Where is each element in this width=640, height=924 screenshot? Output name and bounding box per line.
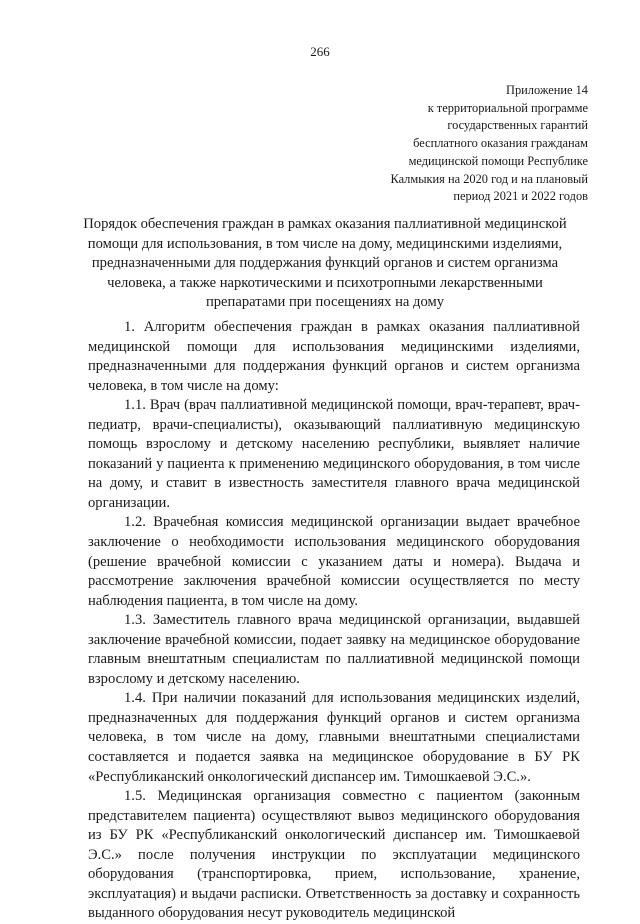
- appendix-line: к территориальной программе: [427, 100, 588, 115]
- appendix-line: государственных гарантий: [447, 118, 588, 133]
- appendix-line: медицинской помощи Республике: [408, 153, 588, 168]
- page-number: 266: [310, 44, 330, 59]
- paragraph-1: 1. Алгоритм обеспечения граждан в рамках оказания паллиативной медицинской помощи для использования медицинскими изделиями, предназначенными для поддержания функций органов и систем организма человека, в том числе на дому:: [88, 319, 580, 394]
- paragraph-1-5: 1.5. Медицинская организация совместно с пациентом (законным представителем пациента) осуществляют вывоз медицинского оборудования из БУ РК «Республиканский онкологический диспансер им. Тимошкаевой Э.С.» после получения инструкции по эксплуатации медицинского оборудования (транспортировка, прием, использование, хранение, эксплуатация) и выдачи расписки. Ответственность за доставку и сохранность выданного оборудования несут руководитель медицинской: [88, 788, 580, 922]
- appendix-line: период 2021 и 2022 годов: [453, 189, 588, 204]
- title-line: предназначенными для поддержания функций органов и систем организма: [91, 255, 559, 272]
- title-line: Порядок обеспечения граждан в рамках оказания паллиативной медицинской: [83, 216, 567, 232]
- appendix-line: Калмыкия на 2020 год и на плановый: [390, 171, 588, 186]
- title-line: помощи для использования, в том числе на дому, медицинскими изделиями,: [87, 235, 563, 252]
- appendix-line: Приложение 14: [506, 83, 588, 97]
- document-body: [88, 318, 580, 924]
- paragraph-1-1: 1.1. Врач (врач паллиативной медицинской помощи, врач-терапевт, врач-педиатр, врачи-специалисты), оказывающий паллиативную медицинскую помощь взрослому и детскому населению республики, выявляет наличие показаний у пациента к применению медицинского оборудования, в том числе на дому, и ставит в известность заместителя главного врача медицинской организации.: [88, 397, 580, 511]
- appendix-line: бесплатного оказания гражданам: [413, 136, 588, 151]
- appendix-header: [328, 82, 588, 206]
- title-line: препаратами при посещениях на дому: [205, 294, 445, 311]
- paragraph-1-2: 1.2. Врачебная комиссия медицинской организации выдает врачебное заключение о необходимости использования медицинского оборудования (решение врачебной комиссии с указанием даты и номера). Выдача и рассмотрение заключения врачебной комиссии осуществляется по месту наблюдения пациента, в том числе на дому.: [88, 514, 580, 609]
- document-title: [80, 215, 570, 313]
- title-line: человека, а также наркотическими и психотропными лекарственными: [107, 274, 543, 291]
- paragraph-1-3: 1.3. Заместитель главного врача медицинской организации, выдавшей заключение врачебной комиссии, подает заявку на медицинское оборудование главным внештатным специалистам по паллиативной медицинской помощи взрослому и детскому населению.: [88, 612, 580, 687]
- paragraph-1-4: 1.4. При наличии показаний для использования медицинских изделий, предназначенных для поддержания функций органов и систем организма человека, в том числе на дому, главными внештатными специалистами составляется и подается заявка на медицинское оборудование в БУ РК «Республиканский онкологический диспансер им. Тимошкаевой Э.С.».: [88, 690, 580, 785]
